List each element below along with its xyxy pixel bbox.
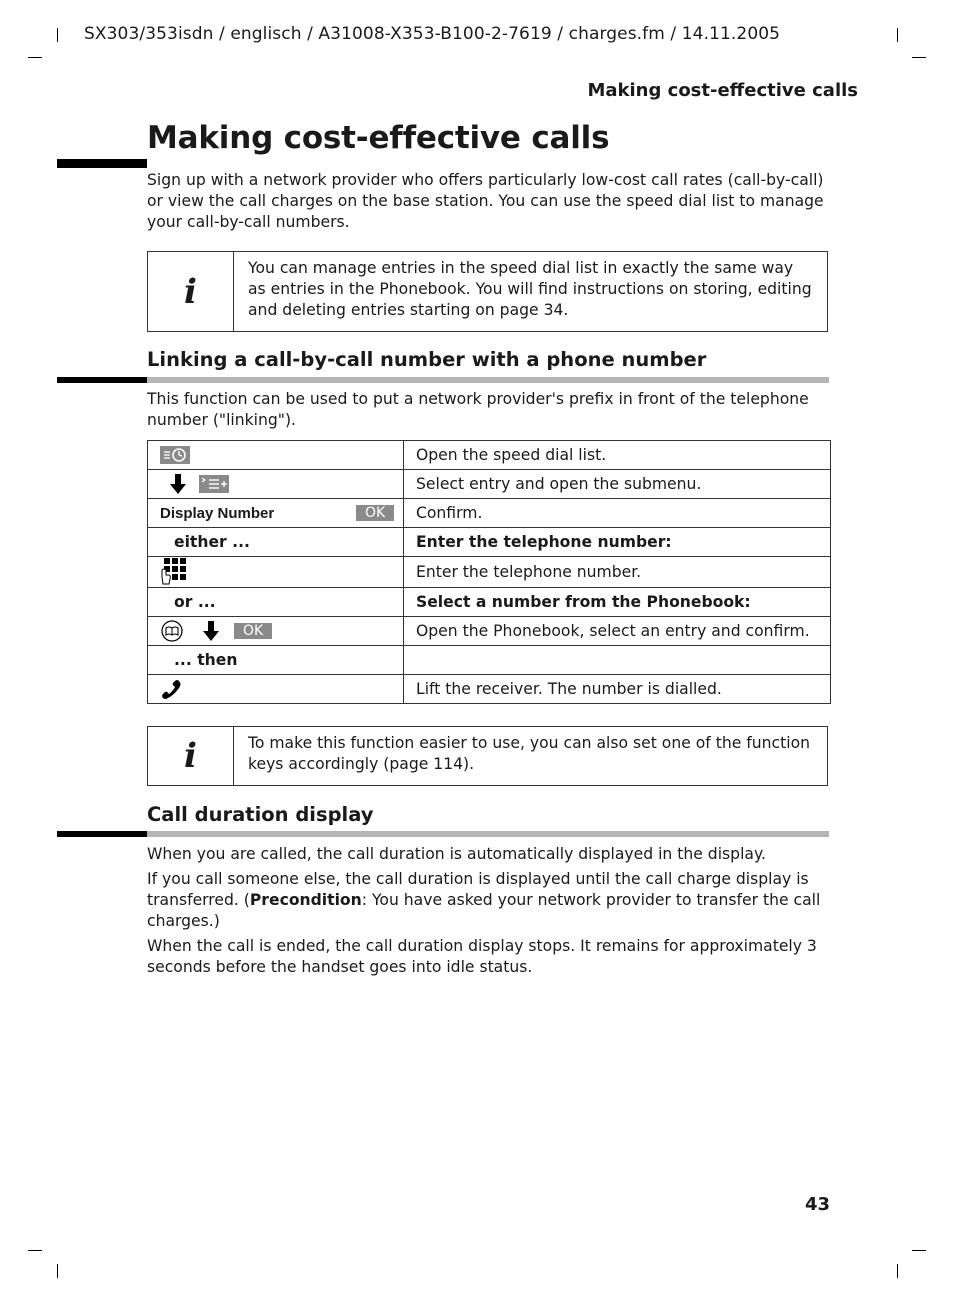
keypad-icon	[160, 557, 188, 587]
step-text: Open the speed dial list.	[404, 441, 831, 470]
submenu-key-icon	[199, 475, 229, 493]
crop-mark	[897, 28, 898, 42]
ok-softkey: OK	[234, 623, 272, 639]
info-box	[147, 726, 828, 786]
step-left	[148, 557, 404, 588]
heading-bar-black	[57, 831, 147, 837]
crop-mark	[912, 1250, 926, 1251]
table-row	[148, 588, 831, 617]
crop-mark	[28, 57, 42, 58]
phonebook-key-icon	[160, 620, 184, 642]
section-heading-linking: Linking a call-by-call number with a phone number	[147, 348, 707, 371]
ok-softkey: OK	[356, 505, 394, 521]
table-row	[148, 675, 831, 704]
step-left-label: or ...	[148, 588, 404, 617]
running-title: Making cost-effective calls	[587, 80, 858, 101]
paragraph-text: : You have asked your network provider to transfer the call charges.)	[147, 891, 821, 930]
step-text: Confirm.	[404, 499, 831, 528]
step-text: Lift the receiver. The number is dialled.	[404, 675, 831, 704]
step-left	[148, 617, 404, 646]
precondition-label: Precondition	[249, 891, 362, 909]
section-heading-duration: Call duration display	[147, 803, 374, 826]
step-text: Select entry and open the submenu.	[404, 470, 831, 499]
table-row	[148, 528, 831, 557]
table-row	[148, 557, 831, 588]
table-row	[148, 441, 831, 470]
heading-bar-grey	[147, 831, 829, 837]
crop-mark	[912, 57, 926, 58]
steps-table	[147, 440, 831, 704]
section-intro: This function can be used to put a network provider's prefix in front of the telephone number ("linking").	[147, 390, 809, 429]
step-left	[148, 675, 404, 704]
step-text: Enter the telephone number.	[404, 557, 831, 588]
table-row	[148, 499, 831, 528]
crop-mark	[897, 1264, 898, 1278]
table-row	[148, 617, 831, 646]
duration-paragraph-3: When the call is ended, the call duration display stops. It remains for approximately 3 seconds before the handset goes into idle status.	[147, 937, 817, 976]
step-subheading: Select a number from the Phonebook:	[404, 588, 831, 617]
handset-icon	[160, 678, 184, 700]
info-icon: i	[148, 252, 234, 331]
crop-mark	[28, 1250, 42, 1251]
info-text: You can manage entries in the speed dial list in exactly the same way as entries in the Phonebook. You will find instructions on storing, editing and deleting entries starting on page 34.	[248, 259, 812, 319]
info-icon: i	[148, 727, 234, 785]
down-arrow-icon	[170, 474, 186, 494]
step-left	[148, 499, 404, 528]
page-number: 43	[805, 1194, 831, 1215]
table-row	[148, 470, 831, 499]
page-title: Making cost-effective calls	[147, 120, 610, 156]
step-text	[404, 646, 831, 675]
heading-bar-grey	[147, 377, 829, 383]
title-bar	[57, 159, 147, 168]
info-text: To make this function easier to use, you can also set one of the function keys accordingly (page 114).	[248, 734, 810, 773]
paragraph-text: If you call someone else, the call duration is displayed until the call charge display is transferred. (	[147, 870, 809, 909]
intro-paragraph: Sign up with a network provider who offers particularly low-cost call rates (call-by-call) or view the call charges on the base station. You can use the speed dial list to manage your call-by-call numbers.	[147, 171, 824, 231]
step-left-label: ... then	[148, 646, 404, 675]
step-left	[148, 470, 404, 499]
step-subheading: Enter the telephone number:	[404, 528, 831, 557]
info-box	[147, 251, 828, 332]
heading-bar-black	[57, 377, 147, 383]
down-arrow-icon	[203, 621, 219, 641]
table-row	[148, 646, 831, 675]
display-menu-label: Display Number	[160, 505, 275, 522]
step-left-label: either ...	[148, 528, 404, 557]
duration-paragraph-1: When you are called, the call duration is automatically displayed in the display.	[147, 845, 766, 863]
crop-mark	[57, 28, 58, 42]
step-left	[148, 441, 404, 470]
file-header: SX303/353isdn / englisch / A31008-X353-B100-2-7619 / charges.fm / 14.11.2005	[84, 24, 781, 44]
step-text: Open the Phonebook, select an entry and confirm.	[404, 617, 831, 646]
crop-mark	[57, 1264, 58, 1278]
speed-dial-key-icon	[160, 446, 190, 464]
duration-paragraph-2	[147, 869, 837, 932]
